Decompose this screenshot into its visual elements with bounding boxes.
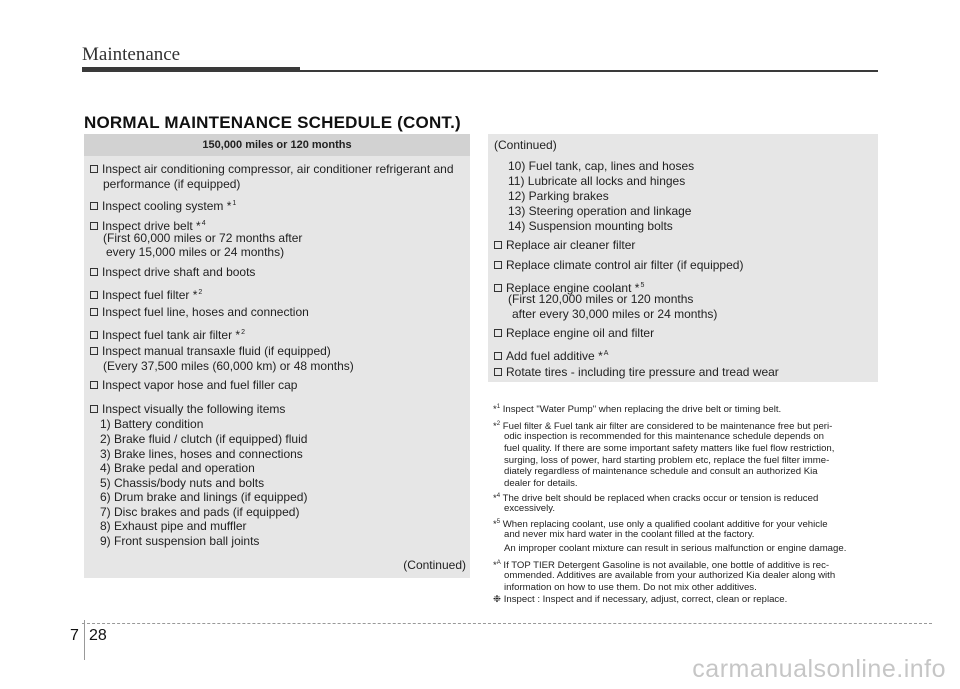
footnote-a-line: ommended. Additives are available from your authorized Kia dealer along with [504,570,836,581]
checkbox-icon [90,291,98,299]
checkbox-icon [494,261,502,269]
checkbox-icon [494,368,502,376]
item-coolant-sub1: (First 120,000 miles or 120 months [508,292,694,306]
item-coolant-sub2: after every 30,000 miles or 24 months) [512,307,718,321]
footnote-2-line: surging, loss of power, hard starting problem etc, replace the fuel filter imme- [504,455,830,466]
item-fuel-filter: Inspect fuel filter *$^2$ [90,285,202,303]
visual-item-8: 8) Exhaust pipe and muffler [100,519,247,533]
visual-item-5: 5) Chassis/body nuts and bolts [100,476,265,490]
visual-item-9: 9) Front suspension ball joints [100,534,260,548]
item-climate: Replace climate control air filter (if equipped) [494,258,743,273]
checkbox-icon [90,222,98,230]
footnote-4: *$^4$ The drive belt should be replaced when cracks occur or tension is reduced [493,493,819,504]
item-tires: Rotate tires - including tire pressure and tread wear [494,365,779,380]
footnote-2: *$^2$ Fuel filter & Fuel tank air filter are considered to be maintenance free but peri- [493,421,833,432]
visual-item-7: 7) Disc brakes and pads (if equipped) [100,505,300,519]
continued-label: (Continued) [403,558,466,572]
checkbox-icon [494,241,502,249]
continued-item-12: 12) Parking brakes [508,189,609,203]
visual-item-3: 3) Brake lines, hoses and connections [100,447,303,461]
page-number-divider [84,620,85,660]
checkbox-icon [90,165,98,173]
checkbox-icon [494,284,502,292]
visual-item-1: 1) Battery condition [100,417,204,431]
visual-item-2: 2) Brake fluid / clutch (if equipped) fluid [100,432,308,446]
inspect-note: ❉ Inspect : Inspect and if necessary, adjust, correct, clean or replace. [493,594,788,605]
footnote-2-line: odic inspection is recommended for this maintenance schedule depends on [504,431,824,442]
item-coolant: Replace engine coolant *$^5$ [494,278,644,296]
checkbox-icon [90,347,98,355]
checkbox-icon [90,331,98,339]
item-tank-air: Inspect fuel tank air filter *$^2$ [90,325,245,343]
visual-item-4: 4) Brake pedal and operation [100,461,255,475]
watermark-text: carmanualsonline.info [692,655,946,683]
item-air-cleaner: Replace air cleaner filter [494,238,635,253]
item-visual: Inspect visually the following items [90,402,285,417]
checkbox-icon [90,381,98,389]
item-oil: Replace engine oil and filter [494,326,654,341]
page-header-title: Maintenance [82,44,181,65]
inspect-symbol-icon: ❉ [493,594,502,605]
panel-heading: 150,000 miles or 120 months [84,134,470,156]
footnote-5-line: and never mix hard water in the coolant filled at the factory. [504,529,755,540]
item-belt-sub1: (First 60,000 miles or 72 months after [103,231,303,245]
footnote-2-line: diately regardless of maintenance schedule and consult an authorized Kia [504,466,818,477]
checkbox-icon [90,308,98,316]
continued-item-14: 14) Suspension mounting bolts [508,219,673,233]
checkbox-icon [90,202,98,210]
footnote-2-line: dealer for details. [504,478,578,489]
footer-dashed-rule [82,623,932,624]
visual-item-6: 6) Drum brake and linings (if equipped) [100,490,308,504]
item-transaxle-sub: (Every 37,500 miles (60,000 km) or 48 months) [103,359,354,373]
section-title: NORMAL MAINTENANCE SCHEDULE (CONT.) [84,113,461,132]
footnote-a-line: information on how to use them. Do not mix other additives. [504,582,757,593]
continued-item-11: 11) Lubricate all locks and hinges [508,174,686,188]
item-vapor: Inspect vapor hose and fuel filler cap [90,378,297,393]
header-bar-rule [300,70,878,72]
footnote-4-line: excessively. [504,503,556,514]
page-chapter: 7 [70,627,79,644]
footnote-2-line: fuel quality. If there are some important safety matters like fuel flow restriction, [504,443,835,454]
item-additive: Add fuel additive *$^A$ [494,346,608,364]
item-shaft: Inspect drive shaft and boots [90,265,255,280]
item-fuel-line: Inspect fuel line, hoses and connection [90,305,309,320]
header-bar-accent [82,67,300,72]
continued-label: (Continued) [494,138,557,152]
item-ac-line2: performance (if equipped) [103,177,241,191]
checkbox-icon [494,352,502,360]
continued-item-13: 13) Steering operation and linkage [508,204,692,218]
footnote-5-extra: An improper coolant mixture can result in serious malfunction or engine damage. [504,543,847,554]
footnote-1: *$^1$ Inspect "Water Pump" when replacing the drive belt or timing belt. [493,404,782,415]
checkbox-icon [90,405,98,413]
item-cooling: Inspect cooling system *$^1$ [90,196,236,214]
footnote-5: *$^5$ When replacing coolant, use only a qualified coolant additive for your vehicle [493,519,828,530]
item-transaxle: Inspect manual transaxle fluid (if equipped) [90,344,331,359]
checkbox-icon [90,268,98,276]
item-belt: Inspect drive belt *$^4$ [90,216,206,234]
item-belt-sub2: every 15,000 miles or 24 months) [106,245,285,259]
item-ac: Inspect air conditioning compressor, air conditioner refrigerant and [90,162,454,177]
page-number: 28 [89,627,107,644]
schedule-panel-right [488,134,878,382]
footnote-a: *$^A$ If TOP TIER Detergent Gasoline is not available, one bottle of additive is rec- [493,560,830,571]
checkbox-icon [494,329,502,337]
continued-item-10: 10) Fuel tank, cap, lines and hoses [508,159,695,173]
schedule-panel-left [84,134,470,578]
